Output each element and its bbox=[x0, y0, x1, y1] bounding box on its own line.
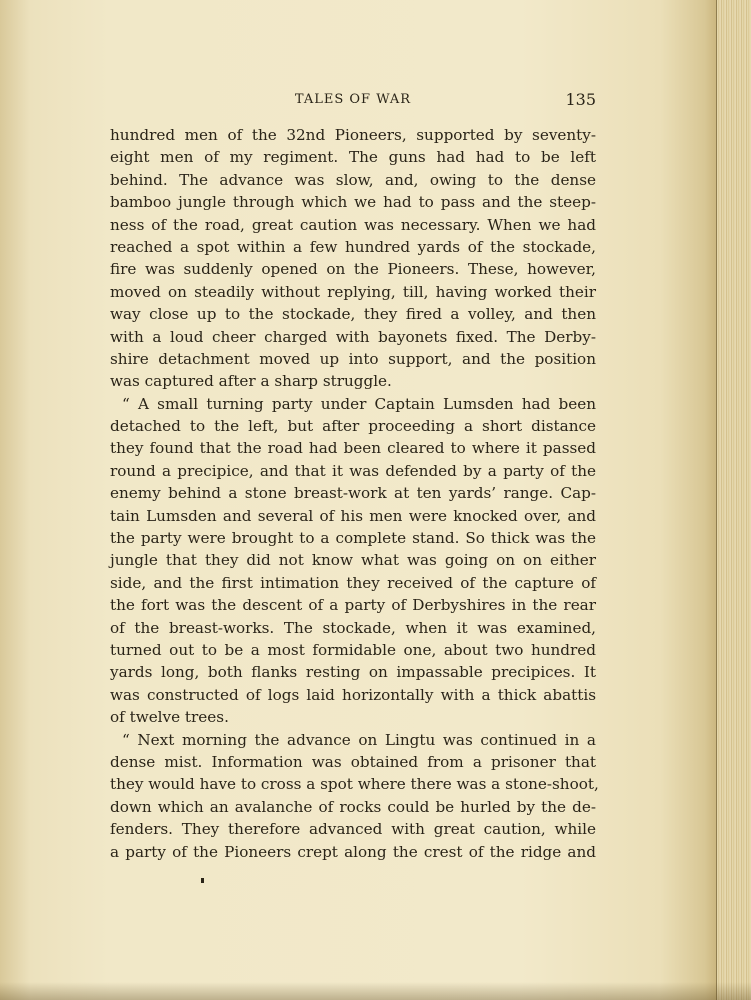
page-shadow bbox=[0, 982, 751, 1000]
body-text bbox=[110, 124, 599, 863]
text-line: down which an avalanche of rocks could be hurled by the de- bbox=[110, 797, 596, 816]
text-line: fenders. They therefore advanced with great caution, while bbox=[110, 820, 596, 839]
text-line: was captured after a sharp struggle. bbox=[110, 372, 392, 391]
text-line: side, and the first intimation they received of the capture of bbox=[110, 573, 596, 592]
text-line: way close up to the stockade, they fired a volley, and then bbox=[110, 305, 596, 324]
running-title: TALES OF WAR bbox=[294, 92, 412, 107]
text-line: enemy behind a stone breast-work at ten yards’ range. Cap- bbox=[110, 484, 596, 503]
text-line: a party of the Pioneers crept along the crest of the ridge and bbox=[110, 842, 596, 861]
text-line: eight men of my regiment. The guns had had to be left bbox=[110, 148, 596, 167]
text-line: round a precipice, and that it was defended by a party of the bbox=[110, 461, 596, 480]
text-line: “ Next morning the advance on Lingtu was continued in a bbox=[122, 730, 596, 749]
text-line: shire detachment moved up into support, and the position bbox=[110, 349, 596, 368]
ink-speck bbox=[201, 878, 204, 883]
text-line: detached to the left, but after proceeding a short distance bbox=[110, 417, 596, 436]
text-line: yards long, both flanks resting on impassable precipices. It bbox=[110, 663, 596, 682]
text-line: they would have to cross a spot where there was a stone-shoot, bbox=[110, 775, 599, 794]
text-line: tain Lumsden and several of his men were knocked over, and bbox=[110, 506, 596, 525]
text-line: moved on steadily without replying, till, having worked their bbox=[110, 282, 596, 301]
text-line: behind. The advance was slow, and, owing to the dense bbox=[110, 170, 596, 189]
text-line: the fort was the descent of a party of Derbyshires in the rear bbox=[110, 596, 596, 615]
text-line: the party were brought to a complete stand. So thick was the bbox=[110, 529, 596, 548]
text-line: they found that the road had been cleared to where it passed bbox=[110, 439, 596, 458]
text-line: fire was suddenly opened on the Pioneers. These, however, bbox=[110, 260, 596, 279]
running-header bbox=[110, 92, 596, 114]
text-line: of the breast-works. The stockade, when it was examined, bbox=[110, 618, 596, 637]
text-line: jungle that they did not know what was going on on either bbox=[110, 551, 596, 570]
text-line: hundred men of the 32nd Pioneers, supported by seventy- bbox=[110, 126, 596, 144]
text-line: with a loud cheer charged with bayonets fixed. The Derby- bbox=[110, 327, 596, 346]
text-line: reached a spot within a few hundred yards of the stockade, bbox=[110, 237, 596, 256]
text-line: ness of the road, great caution was necessary. When we had bbox=[110, 215, 596, 234]
text-line: “ A small turning party under Captain Lumsden had been bbox=[122, 394, 596, 413]
page-edge bbox=[716, 0, 751, 1000]
text-line: turned out to be a most formidable one, about two hundred bbox=[110, 640, 596, 659]
text-line: of twelve trees. bbox=[110, 708, 229, 727]
text-line: was constructed of logs laid horizontally with a thick abattis bbox=[110, 685, 596, 704]
text-line: dense mist. Information was obtained from a prisoner that bbox=[110, 752, 596, 771]
text-line: bamboo jungle through which we had to pass and the steep- bbox=[110, 193, 596, 212]
page-number: 135 bbox=[565, 90, 596, 109]
